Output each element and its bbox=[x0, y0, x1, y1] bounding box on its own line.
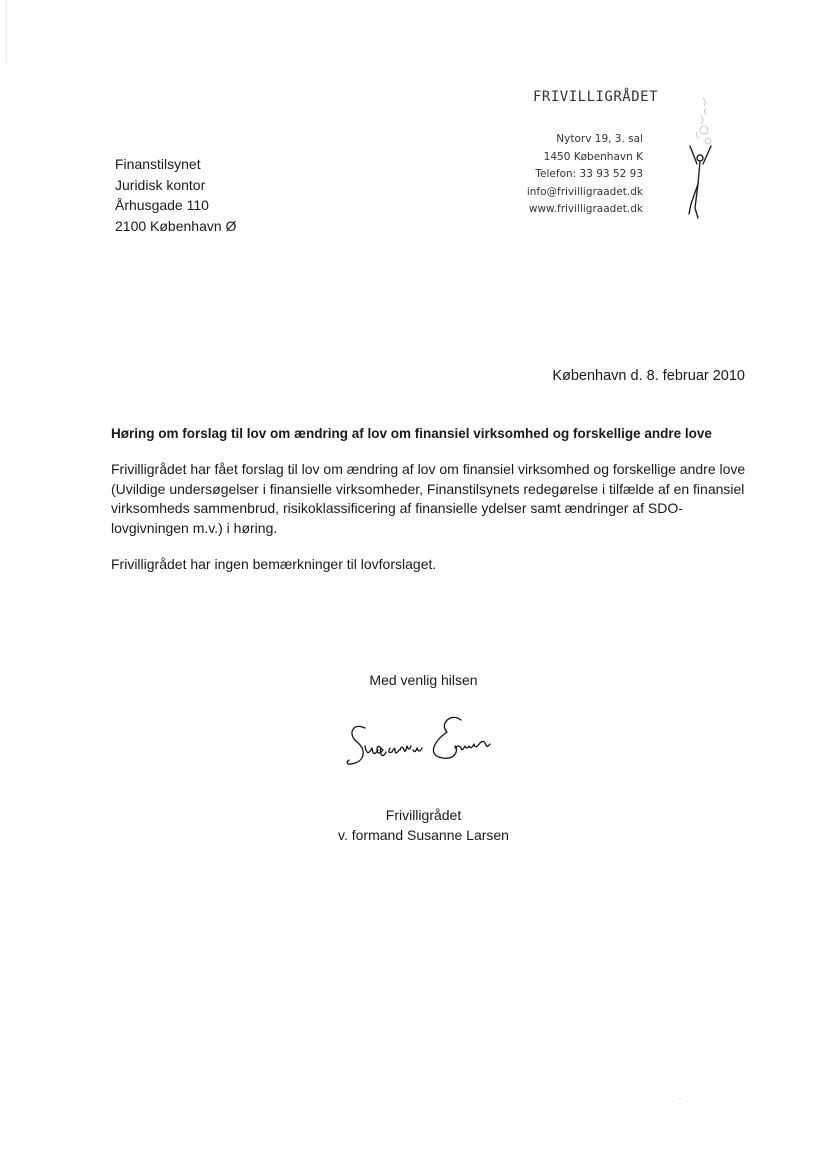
signatory-name: v. formand Susanne Larsen bbox=[338, 827, 509, 843]
closing-greeting: Med venlig hilsen bbox=[369, 672, 478, 688]
body-paragraph-1: Frivilligrådet har fået forslag til lov om ændring af lov om finansiel virksomhed og forskellige andre love (Uvildige undersøgelser i finansielle virksomheder, Finanstilsynets redegørelse i tilfælde af en finansiel virksomheds sammenbrud, risikoklassificering af finansielle ydelser samt ændringer af SDO-lovgivningen m.v.) i høring. bbox=[111, 461, 746, 536]
address-line-2: 1450 København K bbox=[543, 150, 643, 163]
recipient-department: Juridisk kontor bbox=[115, 176, 206, 193]
letter-subject: Høring om forslag til lov om ændring af lov om finansiel virksomhed og forskellige andre love bbox=[111, 426, 712, 441]
email-text: info@frivilligraadet.dk bbox=[526, 185, 643, 198]
website-text: www.frivilligraadet.dk bbox=[528, 203, 643, 215]
handwritten-signature bbox=[343, 712, 513, 774]
recipient-city: 2100 København Ø bbox=[115, 217, 237, 234]
address-line-1: Nytorv 19, 3. sal bbox=[556, 133, 643, 145]
letter-date: København d. 8. februar 2010 bbox=[552, 368, 745, 384]
scan-speck bbox=[679, 1098, 681, 1099]
recipient-name: Finanstilsynet bbox=[115, 156, 201, 172]
body-paragraph-2: Frivilligrådet har ingen bemærkninger til lovforslaget. bbox=[111, 556, 437, 572]
phone-text: Telefon: 33 93 52 93 bbox=[535, 168, 643, 180]
signatory-org: Frivilligrådet bbox=[385, 807, 462, 823]
figure-logo-icon bbox=[673, 96, 725, 220]
letterhead-org-name: FRIVILLIGRÅDET bbox=[533, 89, 659, 105]
scan-margin-line bbox=[6, 0, 7, 62]
recipient-address bbox=[115, 154, 236, 236]
letterhead-contact bbox=[527, 131, 643, 219]
recipient-street: Århusgade 110 bbox=[115, 197, 209, 213]
signatory-block bbox=[0, 805, 827, 845]
